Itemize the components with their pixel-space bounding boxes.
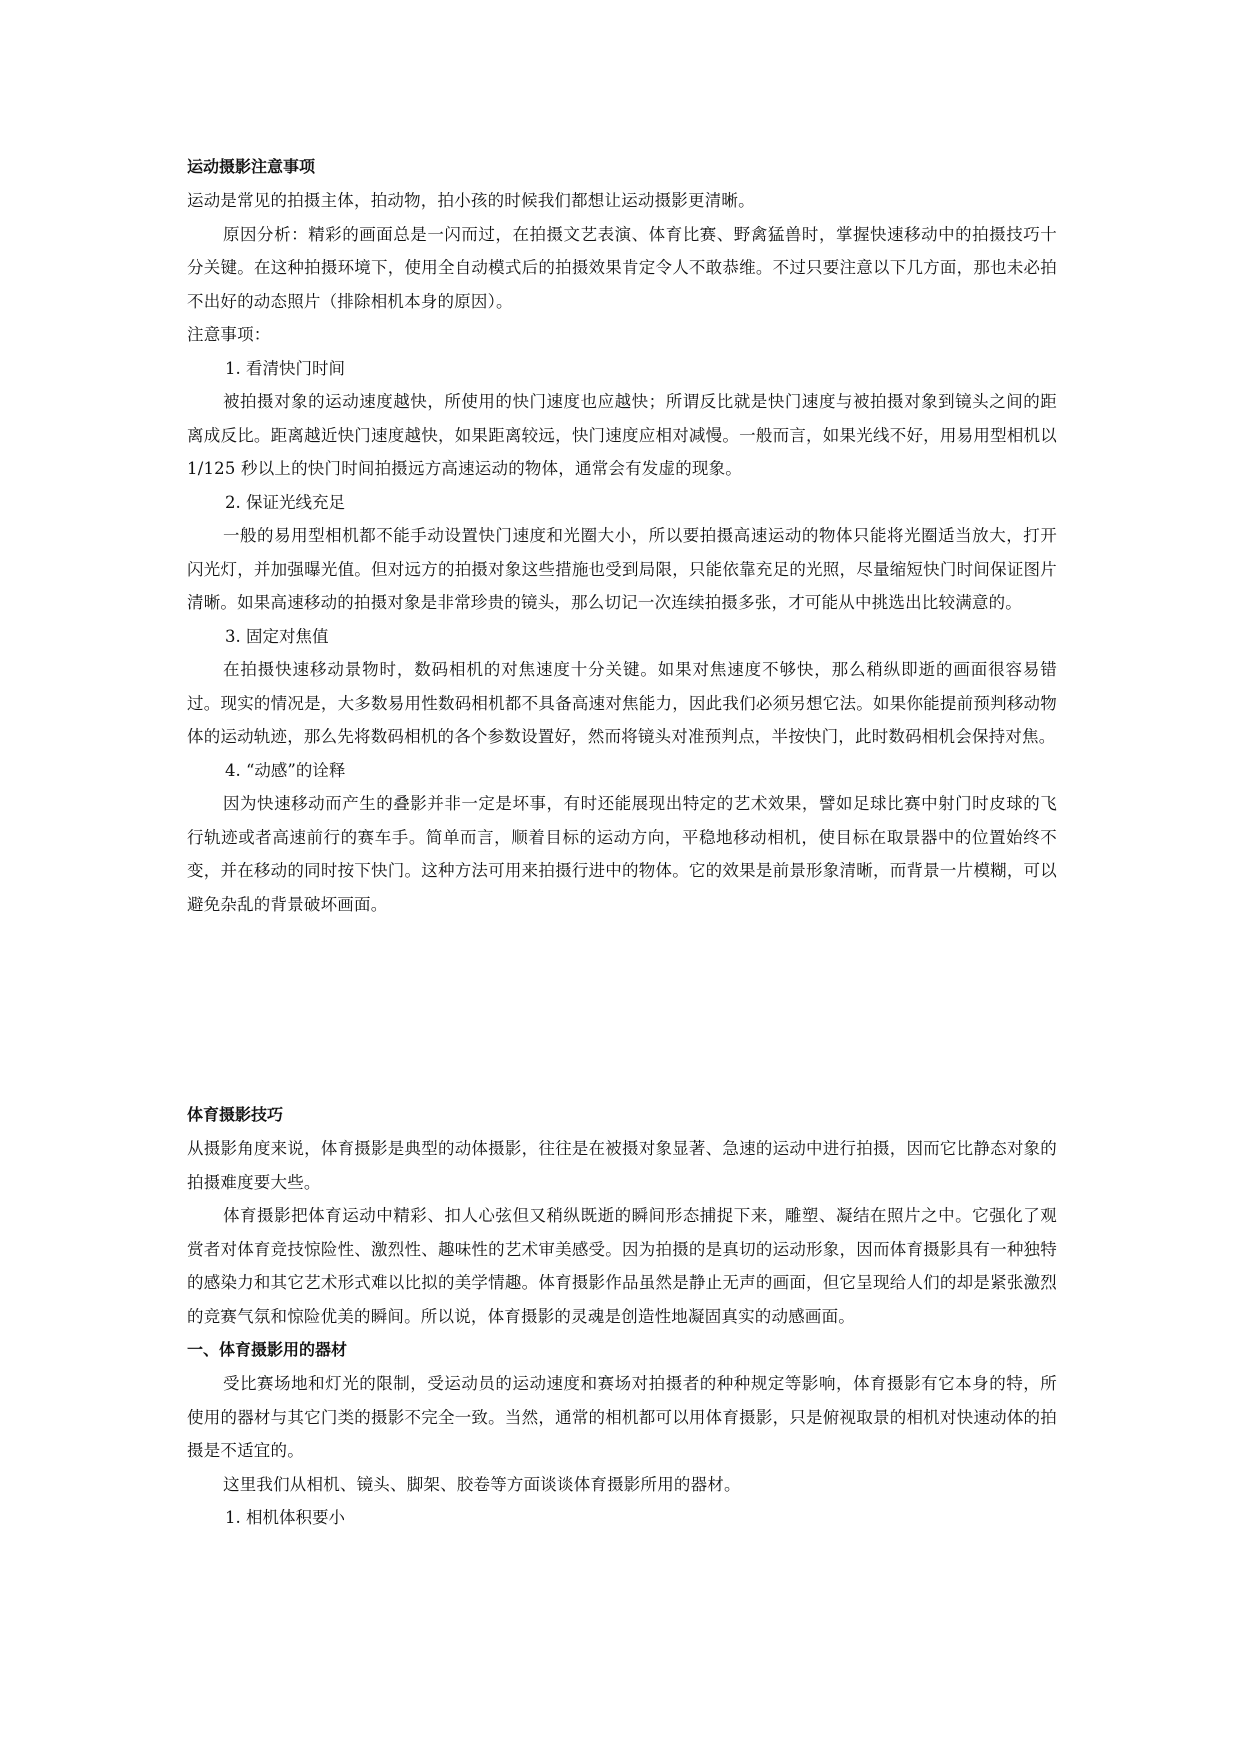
body-paragraph: 受比赛场地和灯光的限制，受运动员的运动速度和赛场对拍摄者的种种规定等影响，体育摄影有它本身的特，所使用的器材与其它门类的摄影不完全一致。当然，通常的相机都可以用体育摄影，只是俯视取景的相机对快速动体的拍摄是不适宜的。 [187, 1374, 1057, 1460]
intro-paragraph: 从摄影角度来说，体育摄影是典型的动体摄影，往往是在被摄对象显著、急速的运动中进行拍摄，因而它比静态对象的拍摄难度要大些。 [187, 1139, 1057, 1192]
list-item-body: 在拍摄快速移动景物时，数码相机的对焦速度十分关键。如果对焦速度不够快，那么稍纵即逝的画面很容易错过。现实的情况是，大多数易用性数码相机都不具备高速对焦能力，因此我们必须另想它法。如果你能提前预判移动物体的运动轨迹，那么先将数码相机的各个参数设置好，然而将镜头对准预判点，半按快门，此时数码相机会保持对焦。 [187, 660, 1057, 746]
notes-label: 注意事项： [187, 325, 271, 344]
intro-paragraph: 运动是常见的拍摄主体，拍动物，拍小孩的时候我们都想让运动摄影更清晰。 [187, 191, 755, 210]
subheading: 一、体育摄影用的器材 [187, 1340, 348, 1359]
section-sports-photography-tips [187, 1098, 1057, 1535]
list-item-heading: 4. “动感”的诠释 [225, 760, 346, 780]
list-item-heading: 2. 保证光线充足 [225, 492, 345, 512]
list-item-body: 被拍摄对象的运动速度越快，所使用的快门速度也应越快；所谓反比就是快门速度与被拍摄对象到镜头之间的距离成反比。距离越近快门速度越快，如果距离较远，快门速度应相对减慢。一般而言，如果光线不好，用易用型相机以 1/125 秒以上的快门时间拍摄远方高速运动的物体，通常会有发虚的现象。 [187, 392, 1057, 478]
list-item-heading: 1. 看清快门时间 [225, 358, 345, 378]
list-item-heading: 3. 固定对焦值 [225, 626, 329, 646]
body-paragraph: 体育摄影把体育运动中精彩、扣人心弦但又稍纵既逝的瞬间形态捕捉下来，雕塑、凝结在照片之中。它强化了观赏者对体育竞技惊险性、激烈性、趣味性的艺术审美感受。因为拍摄的是真切的运动形象，因而体育摄影具有一种独特的感染力和其它艺术形式难以比拟的美学情趣。体育摄影作品虽然是静止无声的画面，但它呈现给人们的却是紧张激烈的竞赛气氛和惊险优美的瞬间。所以说，体育摄影的灵魂是创造性地凝固真实的动感画面。 [187, 1206, 1057, 1326]
list-item-body: 一般的易用型相机都不能手动设置快门速度和光圈大小，所以要拍摄高速运动的物体只能将光圈适当放大，打开闪光灯，并加强曝光值。但对远方的拍摄对象这些措施也受到局限，只能依靠充足的光照，尽量缩短快门时间保证图片清晰。如果高速移动的拍摄对象是非常珍贵的镜头，那么切记一次连续拍摄多张，才可能从中挑选出比较满意的。 [187, 526, 1057, 612]
list-item-body: 因为快速移动而产生的叠影并非一定是坏事，有时还能展现出特定的艺术效果，譬如足球比赛中射门时皮球的飞行轨迹或者高速前行的赛车手。简单而言，顺着目标的运动方向，平稳地移动相机，使目标在取景器中的位置始终不变，并在移动的同时按下快门。这种方法可用来拍摄行进中的物体。它的效果是前景形象清晰，而背景一片模糊，可以避免杂乱的背景破坏画面。 [187, 794, 1057, 914]
section-title: 运动摄影注意事项 [187, 157, 316, 176]
list-item-heading: 1. 相机体积要小 [225, 1508, 345, 1527]
analysis-paragraph: 原因分析：精彩的画面总是一闪而过，在拍摄文艺表演、体育比赛、野禽猛兽时，掌握快速移动中的拍摄技巧十分关键。在这种拍摄环境下，使用全自动模式后的拍摄效果肯定令人不敢恭维。不过只要注意以下几方面，那也未必拍不出好的动态照片（排除相机本身的原因）。 [187, 224, 1057, 311]
section-motion-photography-notes [187, 150, 1057, 921]
section-title: 体育摄影技巧 [187, 1105, 284, 1124]
body-paragraph: 这里我们从相机、镜头、脚架、胶卷等方面谈谈体育摄影所用的器材。 [223, 1474, 741, 1494]
